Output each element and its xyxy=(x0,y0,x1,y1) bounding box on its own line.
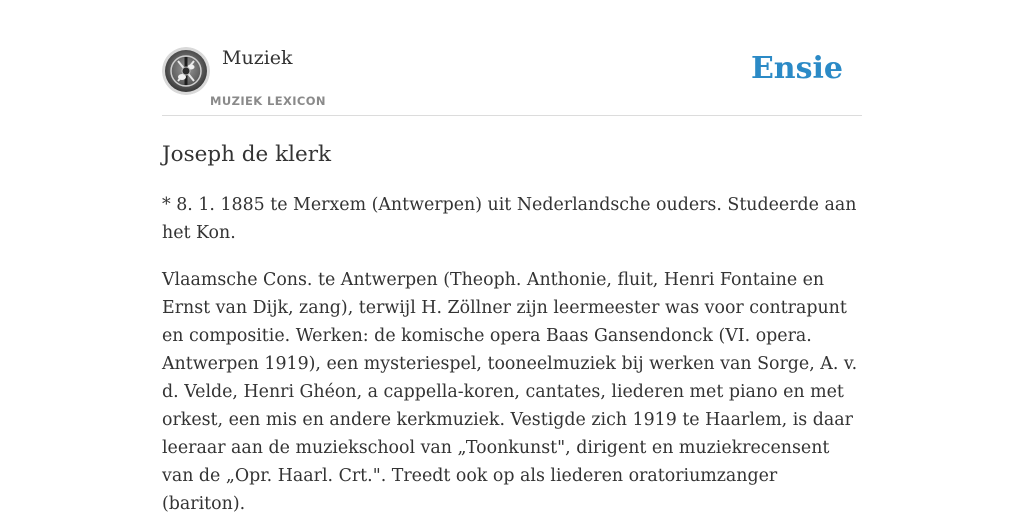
source-header xyxy=(162,44,862,116)
ensie-logo-link[interactable]: Ensie xyxy=(750,51,843,86)
entry-content xyxy=(162,141,862,512)
source-title[interactable]: Muziek xyxy=(222,47,293,69)
source-subtitle: MUZIEK LEXICON xyxy=(210,94,326,108)
music-emblem-icon xyxy=(162,47,210,95)
source-avatar[interactable] xyxy=(162,47,210,95)
entry-title: Joseph de klerk xyxy=(162,142,332,167)
entry-paragraph: Vlaamsche Cons. te Antwerpen (Theoph. Anthonie, fluit, Henri Fontaine en Ernst van Dijk, zang), terwijl H. Zöllner zijn leermeester was voor contrapunt en compositie. Werken: de komische opera Baas Gansendonck (VI. opera. Antwerpen 1919), een mysteriespel, tooneelmuziek bij werken van Sorge, A. v. d. Velde, Henri Ghéon, a cappella-koren, cantates, liederen met piano en met orkest, een mis en andere kerkmuziek. Vestigde zich 1919 te Haarlem, is daar leeraar aan de muziekschool van „Toonkunst", dirigent en muziekrecensent van de „Opr. Haarl. Crt.". Treedt ook op als liederen oratoriumzanger (bariton). xyxy=(162,270,858,512)
entry-paragraph: * 8. 1. 1885 te Merxem (Antwerpen) uit Nederlandsche ouders. Studeerde aan het Kon. xyxy=(162,195,857,243)
